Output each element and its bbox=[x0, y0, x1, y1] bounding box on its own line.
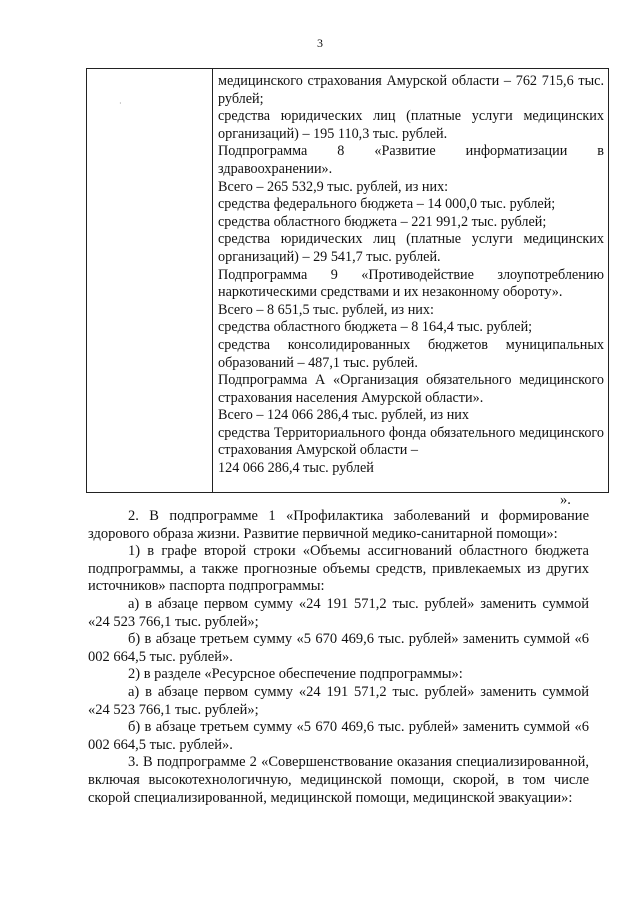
closing-quote: ». bbox=[560, 492, 571, 508]
cell-line: средства Территориального фонда обязательного медицинского страхования Амурской области – bbox=[218, 424, 604, 459]
table-column-divider bbox=[212, 69, 213, 492]
cell-line: медицинского страхования Амурской области – 762 715,6 тыс. рублей; bbox=[218, 73, 604, 107]
paragraph: б) в абзаце третьем сумму «5 670 469,6 тыс. рублей» заменить суммой «6 002 664,5 тыс. рублей». bbox=[88, 631, 589, 665]
cell-line: средства федерального бюджета – 14 000,0 тыс. рублей; bbox=[218, 196, 556, 213]
paragraph: 3. В подпрограмме 2 «Совершенствование оказания специализированной, включая высокотехнологичную, медицинской помощи, скорой, в том числе скорой специализированной, медицинской помощи, медицинской эвакуации»: bbox=[88, 754, 589, 806]
cell-line: Всего – 265 532,9 тыс. рублей, из них: bbox=[218, 178, 449, 195]
passport-table bbox=[86, 68, 609, 493]
document-body bbox=[88, 508, 589, 807]
table-cell-funding bbox=[218, 73, 604, 478]
cell-line: средства консолидированных бюджетов муниципальных образований – 487,1 тыс. рублей. bbox=[218, 336, 604, 371]
paragraph: а) в абзаце первом сумму «24 191 571,2 тыс. рублей» заменить суммой «24 523 766,1 тыс. рублей»; bbox=[88, 683, 589, 718]
cell-line: Всего – 124 066 286,4 тыс. рублей, из них bbox=[218, 407, 469, 424]
scan-speck: · bbox=[119, 99, 122, 108]
cell-line: Подпрограмма 8 «Развитие информатизации в здравоохранении». bbox=[218, 143, 604, 177]
paragraph: б) в абзаце третьем сумму «5 670 469,6 тыс. рублей» заменить суммой «6 002 664,5 тыс. рублей». bbox=[88, 719, 589, 753]
cell-line: 124 066 286,4 тыс. рублей bbox=[218, 460, 374, 477]
cell-line: средства областного бюджета – 8 164,4 тыс. рублей; bbox=[218, 319, 533, 336]
cell-line: средства областного бюджета – 221 991,2 тыс. рублей; bbox=[218, 213, 547, 230]
page-number: 3 bbox=[317, 36, 323, 50]
paragraph: 2. В подпрограмме 1 «Профилактика заболеваний и формирование здорового образа жизни. Развитие первичной медико-санитарной помощи»: bbox=[88, 508, 589, 542]
cell-line: Подпрограмма А «Организация обязательного медицинского страхования населения Амурской области». bbox=[218, 372, 604, 406]
cell-line: средства юридических лиц (платные услуги медицинских организаций) – 29 541,7 тыс. рублей. bbox=[218, 231, 604, 265]
paragraph: а) в абзаце первом сумму «24 191 571,2 тыс. рублей» заменить суммой «24 523 766,1 тыс. рублей»; bbox=[88, 595, 589, 630]
cell-line: Всего – 8 651,5 тыс. рублей, из них: bbox=[218, 301, 434, 318]
cell-line: Подпрограмма 9 «Противодействие злоупотреблению наркотическими средствами и их незаконному обороту». bbox=[218, 266, 604, 301]
paragraph: 1) в графе второй строки «Объемы ассигнований областного бюджета подпрограммы, а также прогнозные объемы средств, привлекаемых из других источников» паспорта подпрограммы: bbox=[88, 543, 589, 595]
cell-line: средства юридических лиц (платные услуги медицинских организаций) – 195 110,3 тыс. рублей. bbox=[218, 108, 604, 142]
paragraph: 2) в разделе «Ресурсное обеспечение подпрограммы»: bbox=[128, 666, 463, 683]
